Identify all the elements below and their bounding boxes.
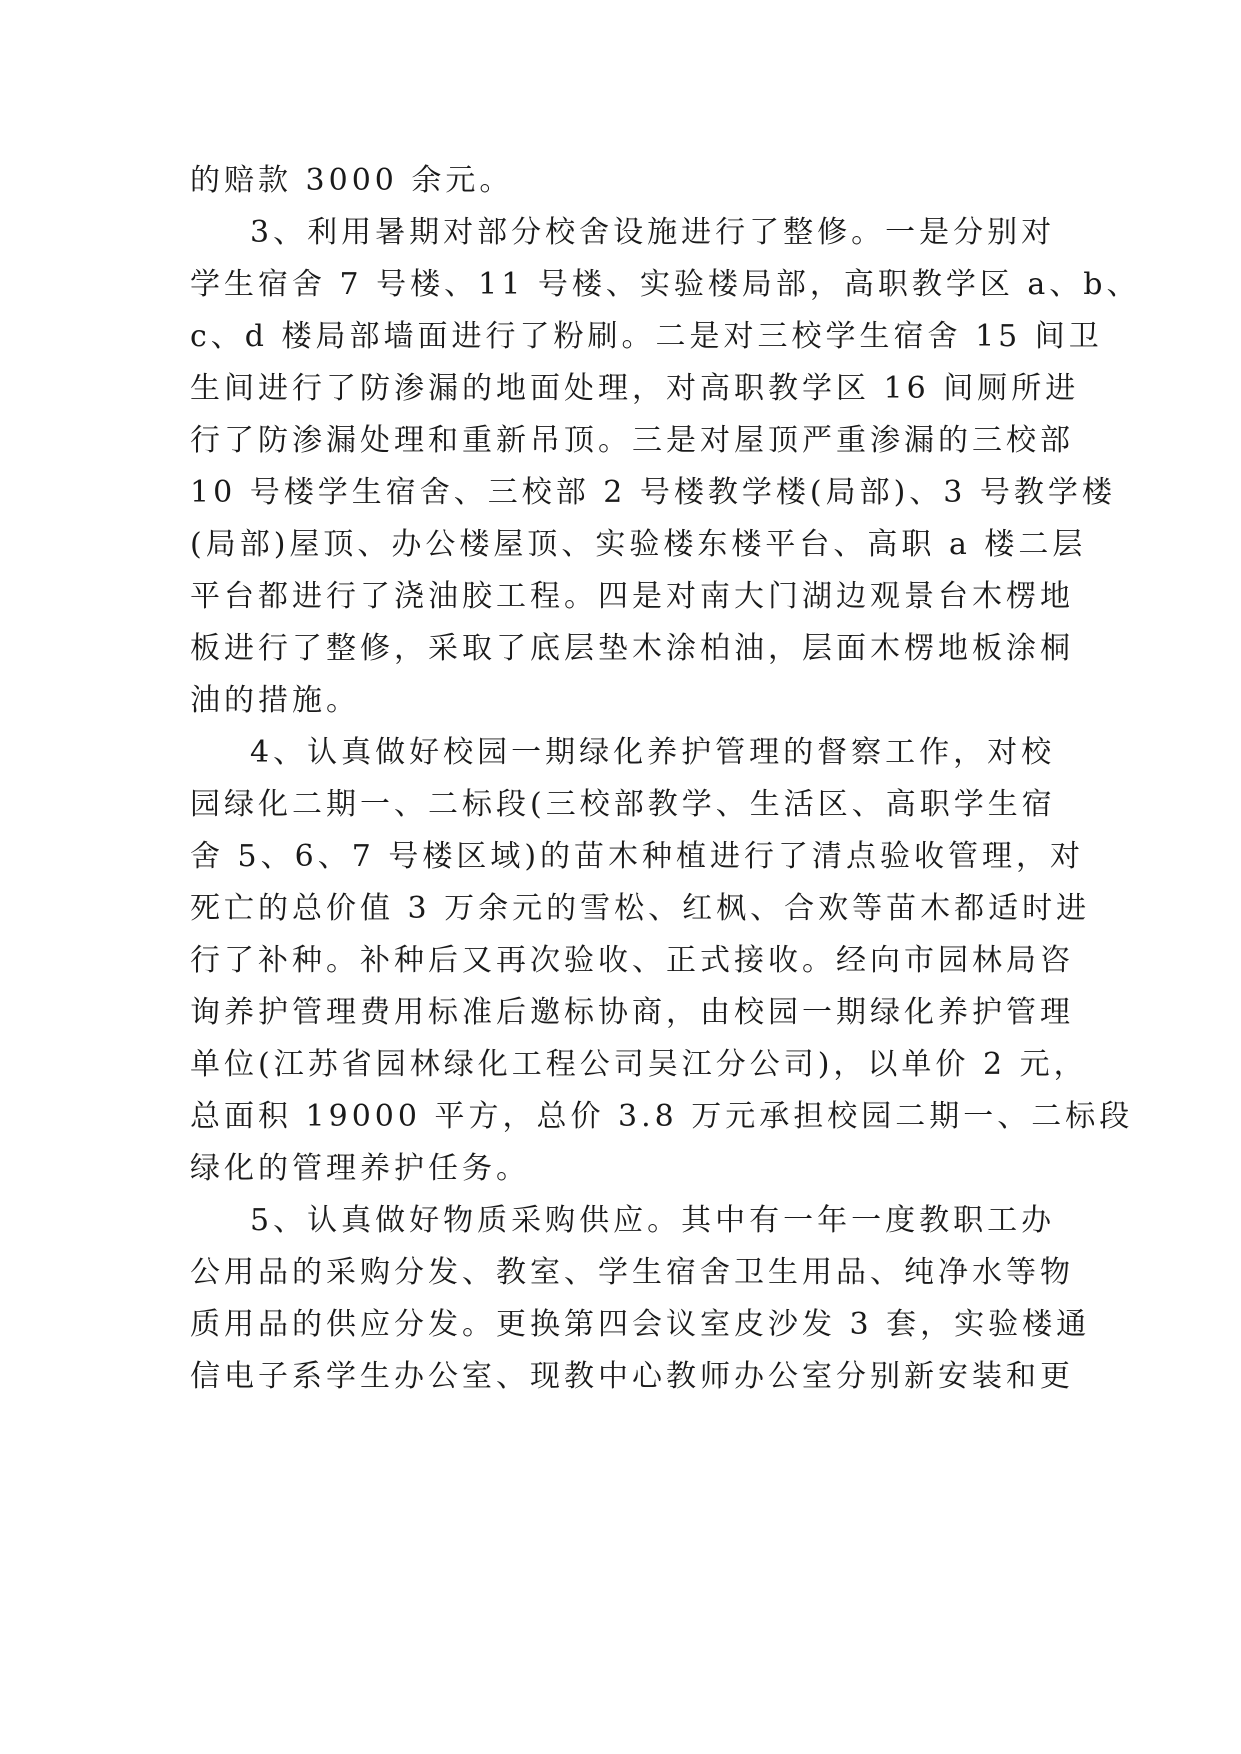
document-body xyxy=(190,155,1141,1403)
text-line: 总面积 19000 平方，总价 3.8 万元承担校园二期一、二标段 xyxy=(190,1099,1134,1134)
text-line: 行了防渗漏处理和重新吊顶。三是对屋顶严重渗漏的三校部 xyxy=(190,423,1074,458)
text-line: 公用品的采购分发、教室、学生宿舍卫生用品、纯净水等物 xyxy=(190,1255,1074,1290)
text-line: 10 号楼学生宿舍、三校部 2 号楼教学楼(局部)、3 号教学楼 xyxy=(190,475,1116,510)
text-line: 园绿化二期一、二标段(三校部教学、生活区、高职学生宿 xyxy=(190,787,1056,822)
text-line: 油的措施。 xyxy=(190,683,360,718)
text-line: 单位(江苏省园林绿化工程公司吴江分公司)，以单价 2 元， xyxy=(190,1047,1088,1082)
text-line: 平台都进行了浇油胶工程。四是对南大门湖边观景台木楞地 xyxy=(190,579,1074,614)
text-line: 信电子系学生办公室、现教中心教师办公室分别新安装和更 xyxy=(190,1359,1074,1394)
paragraph-3-first-line: 3、利用暑期对部分校舍设施进行了整修。一是分别对 xyxy=(250,215,1056,250)
text-line: 绿化的管理养护任务。 xyxy=(190,1151,530,1186)
text-line: 舍 5、6、7 号楼区域)的苗木种植进行了清点验收管理，对 xyxy=(190,839,1085,874)
text-line: 学生宿舍 7 号楼、11 号楼、实验楼局部，高职教学区 a、b、 xyxy=(190,267,1141,302)
text-line: 板进行了整修，采取了底层垫木涂柏油，层面木楞地板涂桐 xyxy=(190,631,1074,666)
text-line: (局部)屋顶、办公楼屋顶、实验楼东楼平台、高职 a 楼二层 xyxy=(190,527,1087,562)
text-line: 死亡的总价值 3 万余元的雪松、红枫、合欢等苗木都适时进 xyxy=(190,891,1091,926)
text-line: 生间进行了防渗漏的地面处理，对高职教学区 16 间厕所进 xyxy=(190,371,1080,406)
paragraph-5-first-line: 5、认真做好物质采购供应。其中有一年一度教职工办 xyxy=(250,1203,1056,1238)
text-line: 询养护管理费用标准后邀标协商，由校园一期绿化养护管理 xyxy=(190,995,1074,1030)
text-line: 的赔款 3000 余元。 xyxy=(190,163,514,198)
paragraph-4-first-line: 4、认真做好校园一期绿化养护管理的督察工作，对校 xyxy=(250,735,1056,770)
text-line: 质用品的供应分发。更换第四会议室皮沙发 3 套，实验楼通 xyxy=(190,1307,1091,1342)
text-line: c、d 楼局部墙面进行了粉刷。二是对三校学生宿舍 15 间卫 xyxy=(190,319,1103,354)
text-line: 行了补种。补种后又再次验收、正式接收。经向市园林局咨 xyxy=(190,943,1074,978)
